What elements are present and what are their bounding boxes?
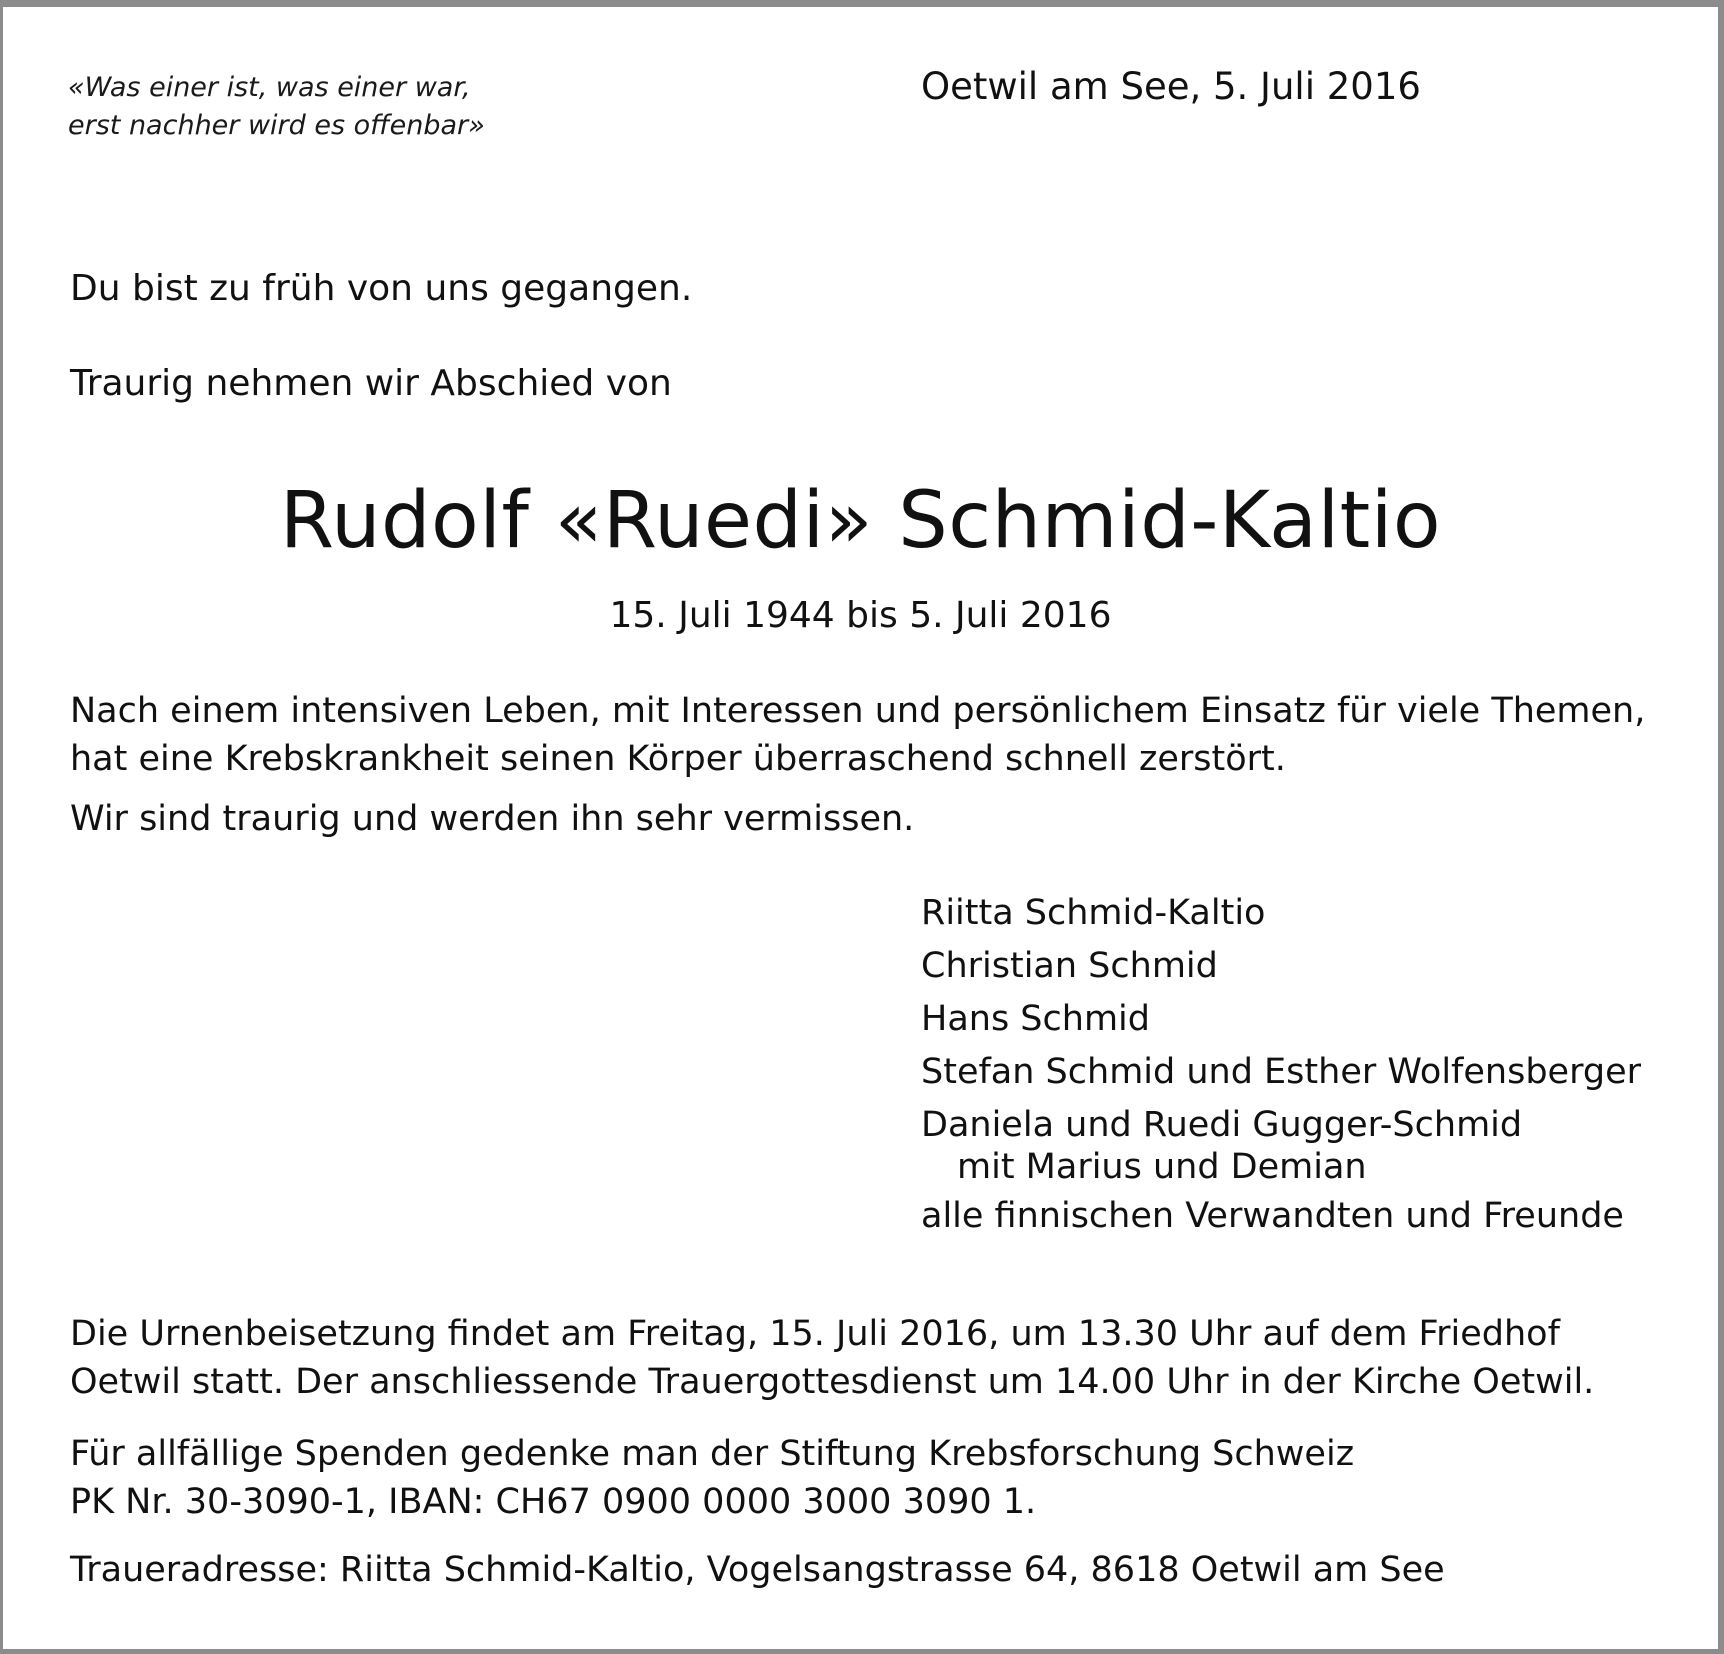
- tribute-paragraph: [70, 687, 1645, 843]
- donation-line-1: Für allfällige Spenden gedenke man der Stiftung Krebsforschung Schweiz: [70, 1434, 1355, 1474]
- intro-line-2: Traurig nehmen wir Abschied von: [70, 363, 672, 404]
- mourner-item: Christian Schmid: [921, 946, 1218, 986]
- intro-line-1: Du bist zu früh von uns gegangen.: [70, 268, 693, 309]
- donation-information: [70, 1430, 1354, 1526]
- tribute-line-2: hat eine Krebskrankheit seinen Körper überraschend schnell zerstört.: [70, 739, 1286, 779]
- life-dates: 15. Juli 1944 bis 5. Juli 2016: [609, 595, 1112, 636]
- tribute-line-3: Wir sind traurig und werden ihn sehr vermissen.: [70, 799, 915, 839]
- mourner-item: Riitta Schmid-Kaltio: [921, 893, 1266, 933]
- burial-line-1: Die Urnenbeisetzung findet am Freitag, 15. Juli 2016, um 13.30 Uhr auf dem Friedhof: [70, 1314, 1560, 1354]
- burial-information: [70, 1310, 1594, 1406]
- mourner-item: Daniela und Ruedi Gugger-Schmid: [921, 1105, 1523, 1145]
- donation-line-2: PK Nr. 30-3090-1, IBAN: CH67 0900 0000 3000 3090 1.: [70, 1482, 1037, 1522]
- deceased-name: Rudolf «Ruedi» Schmid-Kaltio: [279, 476, 1442, 566]
- motto-line-2: erst nachher wird es offenbar»: [68, 110, 485, 141]
- motto-quote: [68, 69, 485, 145]
- tribute-line-1: Nach einem intensiven Leben, mit Interessen und persönlichem Einsatz für viele Themen,: [70, 691, 1646, 731]
- mourner-subitem: mit Marius und Demian: [957, 1147, 1367, 1187]
- mourners-list: [921, 887, 1641, 1243]
- place-and-date: Oetwil am See, 5. Juli 2016: [921, 65, 1421, 108]
- mourning-address: Traueradresse: Riitta Schmid-Kaltio, Vogelsangstrasse 64, 8618 Oetwil am See: [70, 1550, 1445, 1590]
- mourner-item: Hans Schmid: [921, 999, 1150, 1039]
- mourner-item: alle finnischen Verwandten und Freunde: [921, 1196, 1624, 1236]
- burial-line-2: Oetwil statt. Der anschliessende Trauergottesdienst um 14.00 Uhr in der Kirche Oetwil.: [70, 1362, 1595, 1402]
- mourner-item: Stefan Schmid und Esther Wolfensberger: [921, 1052, 1641, 1092]
- motto-line-1: «Was einer ist, was einer war,: [68, 72, 471, 103]
